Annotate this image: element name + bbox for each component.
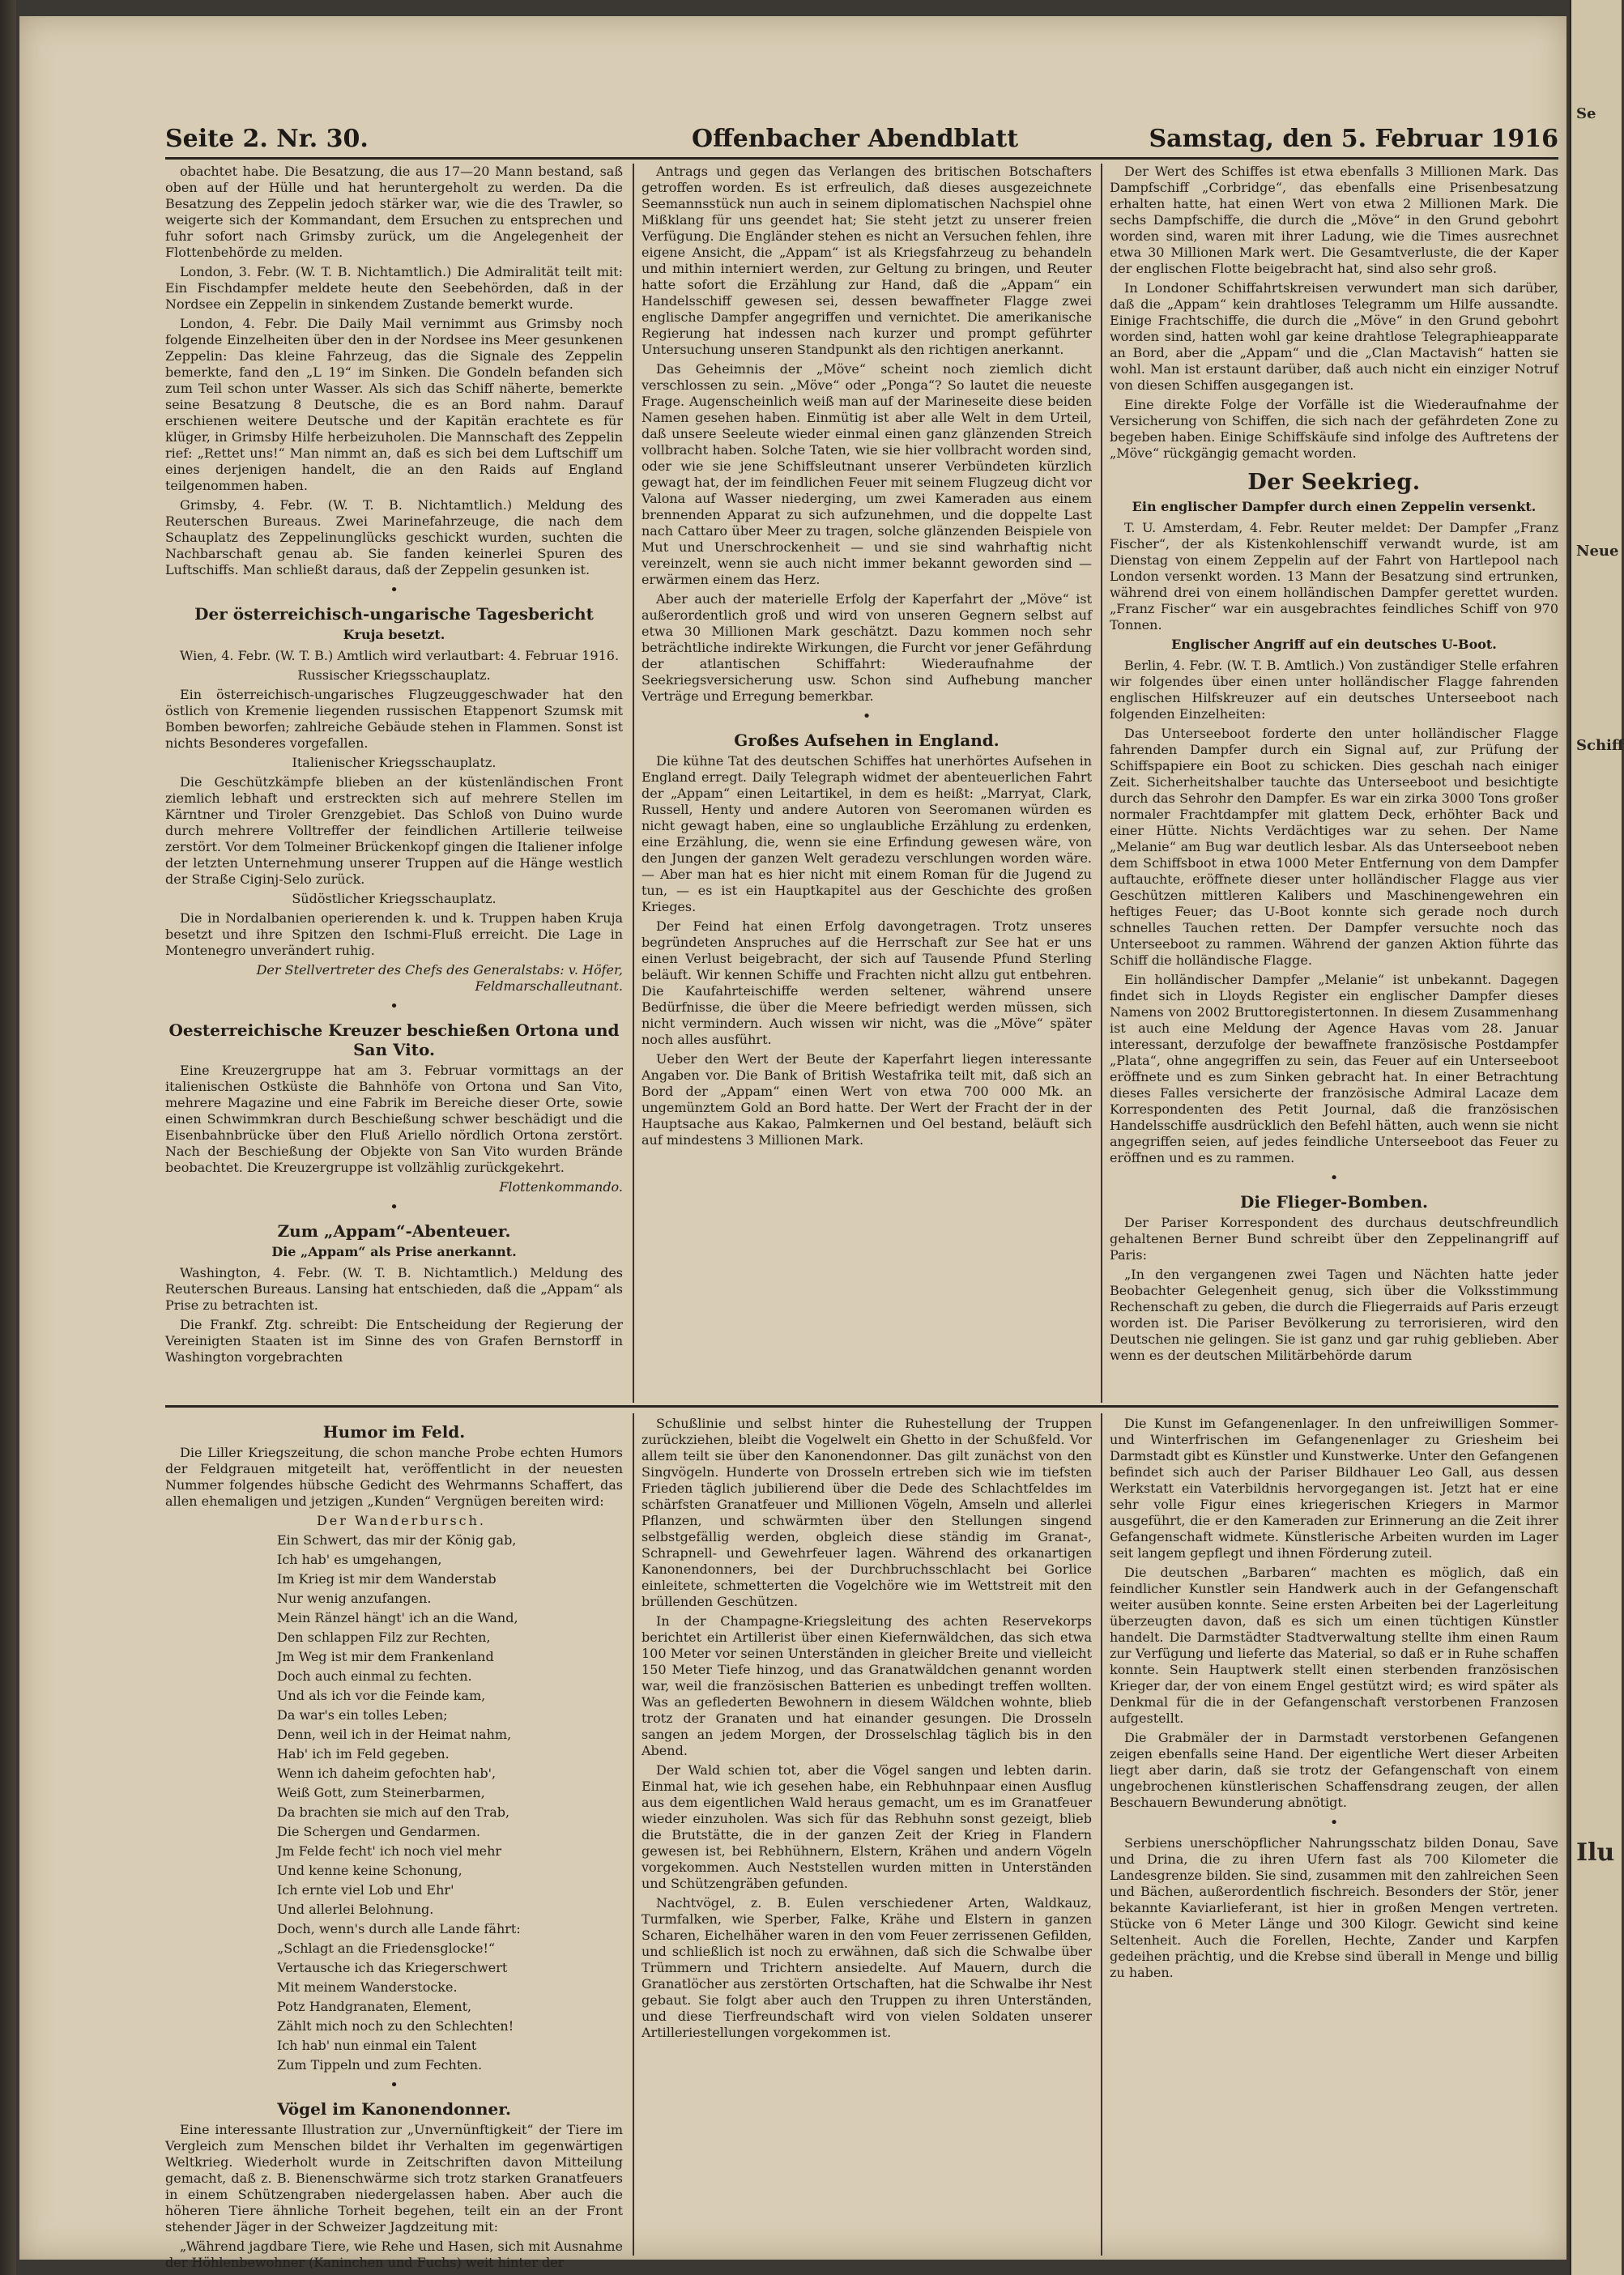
poem-line: Doch auch einmal zu fechten. — [277, 1668, 472, 1684]
article-text: Der Wald schien tot, aber die Vögel sangen und lebten darin. Einmal hat, wie ich gesehen habe, ein Rebhuhnpaar einen Ausflug aus dem eigentlichen Wald heraus gemacht, um es im Granatfeuer wieder einzuholen. Was sich für das Rebhuhn sonst gezeigt, blieb die Brutstätte, die in der ganzen Zeit der Krieg in Flandern gewesen ist, bei Rebhühnern, Elstern, Krähen und andern Vögeln vorgekommen. Auch Neststellen wurden mitten in Unterständen und Schützengräben gefunden. — [642, 1762, 1092, 1891]
headline-voegel: Vögel im Kanonendonner. — [277, 2099, 511, 2119]
poem-line: Denn, weil ich in der Heimat nahm, — [277, 1727, 512, 1742]
headline-humor: Humor im Feld. — [322, 1422, 466, 1442]
section-subhead: Russischer Kriegsschauplatz. — [297, 667, 491, 683]
poem-line: Mein Ränzel hängt' ich an die Wand, — [277, 1610, 518, 1625]
subheadline-kruja: Kruja besetzt. — [343, 627, 445, 642]
headline-appam: Zum „Appam“-Abenteuer. — [277, 1221, 511, 1241]
poem-line: Ein Schwert, das mir der König gab, — [277, 1532, 517, 1548]
column-divider — [1101, 164, 1102, 1403]
article-text: Antrags und gegen das Verlangen des britischen Botschafters getroffen worden. Es ist erfreulich, daß dieses ausgezeichnete Seemannsstück nun auch in seinem diplomatischen Nachspiel ohne Mißklang für uns geendet hat; Sie steht jetzt zu unserer freien Verfügung. Die Engländer stehen es nicht an Versuchen fehlen, ihre eigene Ansicht, die „Appam“ ist als Kriegsfahrzeug zu behandeln und mithin interniert werden, zur Geltung zu bringen, und Reuter hatte sofort die Erzählung zur Hand, daß die „Appam“ ein Handelsschiff gewesen sei, dessen bewaffneter Flagge zwei englische Dampfer angegriffen und vernichtet. Die amerikanische Regierung hat indessen nach kurzer und prompt geführter Untersuchung unseren Standpunkt als den richtigen anerkannt. — [642, 164, 1092, 357]
poem-line: Im Krieg ist mir dem Wanderstab — [277, 1571, 497, 1587]
poem-line: Mit meinem Wanderstocke. — [277, 1979, 458, 1995]
page-number: Seite 2. Nr. 30. — [165, 125, 369, 153]
article-text: In Londoner Schiffahrtskreisen verwundert man sich darüber, daß die „Appam“ kein drahtloses Telegramm um Hilfe aussandte. Einige Frachtschiffe, die durch die „Möve“ in den Grund gebohrt worden sind, hatten wohl gar keine drahtlose Telegraphieapparate an Bord, aber die „Appam“ und die „Clan Mactavish“ hatten sie wohl. Man ist erstaunt darüber, daß auch nicht ein einziger Notruf von diesen Schiffen ausgegangen ist. — [1110, 280, 1558, 393]
article-text: Das Unterseeboot forderte den unter holländischer Flagge fahrenden Dampfer durch ein Signal auf, zur Prüfung der Schiffspapiere ein Boot zu schicken. Dies geschah nach einiger Zeit. Sicherheitshalber tauchte das Unterseeboot und besichtigte durch das Sehrohr den Dampfer. Es war ein zirka 3000 Tons großer normaler Frachtdampfer mit glattem Deck, erhöhter Back und einer Hütte. Nichts Verdächtiges war zu sehen. Der Name „Melanie“ am Bug war deutlich lesbar. Als das Unterseeboot neben dem Schiffsboot in etwa 1000 Meter Entfernung von dem Dampfer auftauchte, eröffnete dieser unter holländischer Flagge aus vier Geschützen mittleren Kalibers und Maschinengewehren ein heftiges Feuer; das U-Boot konnte sich gerade noch durch schnelles Tauchen retten. Der Dampfer versuchte noch das Unterseeboot zu rammen. Während der ganzen Aktion führte das Schiff die holländische Flagge. — [1110, 726, 1558, 968]
newspaper-title: Offenbacher Abendblatt — [692, 125, 1019, 153]
article-text: Die Geschützkämpfe blieben an der küstenländischen Front ziemlich lebhaft und erstreckten sich auf mehrere Stellen im Kärntner und Tiroler Grenzgebiet. Das Schloß von Duino wurde durch mehrere Volltreffer der feindlichen Artillerie teilweise zerstört. Vor dem Tolmeiner Brückenkopf gingen die Italiener infolge der letzten Unternehmung unserer Truppen auf die Hänge westlich der Straße Ciginj-Selo zurück. — [165, 774, 623, 887]
poem-line: Nur wenig anzufangen. — [277, 1591, 432, 1606]
column-5 — [642, 1416, 1092, 2254]
section-subhead: Italienischer Kriegsschauplatz. — [292, 755, 497, 770]
poem-line: „Schlagt an die Friedensglocke!“ — [277, 1941, 496, 1956]
poem-line: Da war's ein tolles Leben; — [277, 1707, 448, 1723]
article-text: Der Pariser Korrespondent des durchaus deutschfreundlich gehaltenen Berner Bund schreibt über den Zeppelinangriff auf Paris: — [1110, 1215, 1558, 1263]
article-text: Aber auch der materielle Erfolg der Kaperfahrt der „Möve“ ist außerordentlich groß und wird von unseren Gegnern selbst auf etwa 30 Millionen Mark geschätzt. Dazu kommen noch sehr beträchtliche indirekte Wirkungen, die Furcht vor jener Gefährdung der atlantischen Schiffahrt: Wiederaufnahme der Seekriegsversicherung usw. Schon sind Aufhebung mancher Verträge und Erregung bemerkbar. — [642, 591, 1092, 704]
headline-seekrieg: Der Seekrieg. — [1247, 470, 1421, 495]
adjacent-page-edge — [1570, 0, 1622, 2275]
article-text: London, 4. Febr. Die Daily Mail vernimmt aus Grimsby noch folgende Einzelheiten über den in der Nordsee ins Meer gesunkenen Zeppelin: Das kleine Fahrzeug, das die Signale des Zeppelin bemerkte, fand den „L 19“ im Sinken. Die Gondeln befanden sich zum Teil schon unter Wasser. Als sich das Schiff näherte, bemerkte seine Besatzung 8 Deutsche, die es an Bord nahm. Darauf erschienen weitere Deutsche und der Kapitän erachtete es für klüger, in Grimsby Hilfe herbeizuholen. Die Mannschaft des Zeppelin rief: „Rettet uns!“ Man nimmt an, daß es sich bei dem Luftschiff um eines derjenigen handelt, die an den Raids auf England teilgenommen haben. — [165, 316, 623, 493]
poem-line: Hab' ich im Feld gegeben. — [277, 1746, 450, 1762]
adjacent-page-fragment: Se — [1576, 105, 1596, 122]
article-text: Die Frankf. Ztg. schreibt: Die Entscheidung der Regierung der Vereinigten Staaten ist im Sinne des von Grafen Bernstorff in Washington vorgebrachten — [165, 1317, 623, 1365]
article-text: Grimsby, 4. Febr. (W. T. B. Nichtamtlich.) Meldung des Reuterschen Bureaus. Zwei Marinefahrzeuge, die nach dem Schauplatz des Zeppelinunglücks geschickt wurden, suchten die Nachbarschaft genau ab. Sie fanden keinerlei Spuren des Luftschiffs. Man schließt daraus, daß der Zeppelin gesunken ist. — [165, 497, 623, 577]
poem-line: Ich hab' nun einmal ein Talent — [277, 2038, 477, 2053]
poem — [165, 1532, 623, 2073]
separator-dot: • — [862, 708, 872, 725]
adjacent-page-fragment: Neue — [1576, 543, 1619, 560]
article-text: Ein österreichisch-ungarisches Flugzeuggeschwader hat den östlich von Kremenie liegenden russischen Etappenort Szumsk mit Bomben beworfen; zahlreiche Gebäude stehen in Flammen. Sonst ist nichts Besonderes vorgefallen. — [165, 687, 623, 751]
adjacent-page-fragment: Schiff — [1576, 737, 1624, 754]
signature: Der Stellvertreter des Chefs des Generalstabs: v. Höfer, Feldmarschalleutnant. — [256, 962, 623, 994]
article-text: Das Geheimnis der „Möve“ scheint noch ziemlich dicht verschlossen zu sein. „Möve“ oder „Ponga“? So lautet die neueste Frage. Augenscheinlich weiß man auf der Marineseite diese beiden Namen gesehen haben. Einmütig ist aber alle Welt in dem Urteil, daß unsere Seeleute wieder einmal einen ganz glänzenden Streich vollbracht haben. Solche Taten, wie sie hier vollbracht worden sind, oder wie sie jene Schiffsleutnant unserer Verbündeten kürzlich gewagt hat, der im feindlichen Feuer mit seinem Flugzeug dicht vor Valona auf Wasser niederging, um zwei Kameraden aus einem brennenden Apparat zu sich aufzunehmen, und die doppelte Last nach Cattaro über Meer zu tragen, solche glänzenden Beispiele von Mut und Unerschrockenheit — und sie sind wahrhaftig nicht vereinzelt, wenn sie auch nicht immer bekannt geworden sind — erwärmen einem das Herz. — [642, 361, 1092, 587]
article-text: Ueber den Wert der Beute der Kaperfahrt liegen interessante Angaben vor. Die Bank of British Westafrika teilt mit, daß sich an Bord der „Appam“ einen Wert von etwa 700 000 Mk. an ungemünztem Gold an Bord hatte. Der Wert der Fracht der in der Hauptsache aus Kakao, Palmkernen und Oel bestand, beläuft sich auf mindestens 3 Millionen Mark. — [642, 1051, 1092, 1148]
section-subhead: Südöstlicher Kriegsschauplatz. — [292, 891, 497, 906]
poem-line: Jm Felde fecht' ich noch viel mehr — [277, 1843, 502, 1859]
separator-dot: • — [1329, 1814, 1339, 1831]
headline-aufsehen: Großes Aufsehen in England. — [734, 731, 1000, 750]
column-2 — [642, 164, 1092, 1399]
column-divider — [633, 164, 634, 1403]
article-text: Eine Kreuzergruppe hat am 3. Februar vormittags an der italienischen Ostküste die Bahnhöfe von Ortona und San Vito, mehrere Magazine und eine Fabrik im Bereiche dieser Orte, sowie einen Schwimmkran durch Beschießung schwer beschädigt und die Eisenbahnbrücke über den Fluß Ariello nördlich Ortona zerstört. Nach der Beschießung der Objekte von San Vito wurden Brände beobachtet. Die Kreuzergruppe ist vollzählig zurückgekehrt. — [165, 1063, 623, 1175]
page-header — [165, 121, 1558, 160]
poem-line: Den schlappen Filz zur Rechten, — [277, 1630, 491, 1645]
issue-date: Samstag, den 5. Februar 1916 — [1149, 125, 1558, 153]
poem-line: Und allerlei Belohnung. — [277, 1902, 434, 1917]
article-text: London, 3. Febr. (W. T. B. Nichtamtlich.) Die Admiralität teilt mit: Ein Fischdampfer meldete heute den Seebehörden, daß in der Nordsee ein Zeppelin in sinkendem Zustande bemerkt wurde. — [165, 264, 623, 312]
column-3 — [1110, 164, 1558, 1399]
headline-bomben: Die Flieger-Bomben. — [1240, 1192, 1428, 1212]
article-text: Die Kunst im Gefangenenlager. In den unfreiwilligen Sommer- und Winterfrischen im Gefangenenlager zu Griesheim bei Darmstadt gibt es Künstler und Kunstwerke. Unter den Gefangenen befindet sich auch der Pariser Bildhauer Leo Gall, aus dessen Werkstatt ein Vaterbildnis hervorgegangen ist. Jetzt hat er eine sehr volle Figur eines kriegerischen Kriegers in Marmor ausgeführt, die er den Kameraden zur Erinnerung an die Zeit ihrer Gefangenschaft widmete. Künstlerische Arbeiten wurden im Lager seit langem gepflegt und ihnen Förderung zuteil. — [1110, 1416, 1558, 1561]
column-6 — [1110, 1416, 1558, 2254]
headline-austria: Der österreichisch-ungarische Tagesbericht — [194, 604, 594, 624]
poem-line: Potz Handgranaten, Element, — [277, 1999, 472, 2014]
article-text: „Während jagdbare Tiere, wie Rehe und Hasen, sich mit Ausnahme der Höhlenbewohner (Kaninchen und Fuchs) weit hinter der — [165, 2239, 623, 2270]
poem-line: Ich ernte viel Lob und Ehr' — [277, 1882, 454, 1898]
poem-line: Weiß Gott, zum Steinerbarmen, — [277, 1785, 485, 1800]
article-text: obachtet habe. Die Besatzung, die aus 17—20 Mann bestand, saß oben auf der Hülle und hat heruntergeholt zu werden. Da die Besatzung des Zeppelin jedoch stärker war, wie die des Trawler, so weigerte sich der Kommandant, dem Ersuchen zu entsprechen und fuhr sofort nach Grimsby zurück, um die Angelegenheit der Flottenbehörde zu melden. — [165, 164, 623, 260]
article-text: Nachtvögel, z. B. Eulen verschiedener Arten, Waldkauz, Turmfalken, wie Sperber, Falke, Krähe und Elstern in ganzen Scharen, Eichelhäher waren in den vom Feuer zerrissenen Gefilden, und schließlich ist noch zu erwähnen, daß sich die Schwalbe über Trümmern und Trichtern ansiedelte. Auf Mauern, durch die Granatlöcher aus zerstörten Ortschaften, hat die Schwalbe ihr Nest gebaut. Sie folgt aber auch den Truppen zu ihren Unterständen, und diese Tierfreundschaft wird von vielen Soldaten unserer Artilleriestellungen vorgekommen ist. — [642, 1895, 1092, 2040]
article-text: Eine direkte Folge der Vorfälle ist die Wiederaufnahme der Versicherung von Schiffen, die sich nach der gefährdeten Zone zu begeben haben. Einige Schiffskäufe sind infolge des Auftretens der „Möve“ rückgängig gemacht worden. — [1110, 397, 1558, 461]
separator-dot: • — [1329, 1169, 1339, 1186]
subheadline-dampfer: Ein englischer Dampfer durch einen Zeppelin versenkt. — [1132, 499, 1537, 514]
article-text: Die kühne Tat des deutschen Schiffes hat unerhörtes Aufsehen in England erregt. Daily Telegraph widmet der abenteuerlichen Fahrt der „Appam“ einen Leitartikel, in dem es heißt: „Marryat, Clark, Russell, Henty und andere Autoren von Seeromanen würden es nicht gewagt haben, eine so unglaubliche Erzählung zu erdenken, eine Erzählung, die, wenn sie eine Erfindung gewesen wäre, von den Jungen der ganzen Welt geradezu verschlungen worden wäre. — Aber man hat es hier nicht mit einem Roman für die Jugend zu tun, — es ist ein Hauptkapitel aus der Geschichte des großen Krieges. — [642, 753, 1092, 914]
adjacent-page-fragment: Ilu — [1576, 1838, 1615, 1867]
article-text: Die Grabmäler der in Darmstadt verstorbenen Gefangenen zeigen ebenfalls seine Hand. Der eigentliche Wert dieser Arbeiten liegt aber darin, daß sie trotz der Gefangenschaft von einem ungebrochenen künstlerischen Schaffensdrang zeugen, der allen Beschauern Bewunderung abnötigt. — [1110, 1730, 1558, 1810]
poem-line: Ich hab' es umgehangen, — [277, 1552, 442, 1567]
poem-line: Doch, wenn's durch alle Lande fährt: — [277, 1921, 521, 1936]
article-text: Berlin, 4. Febr. (W. T. B. Amtlich.) Von zuständiger Stelle erfahren wir folgendes über einen unter holländischer Flagge fahrenden englischen Hilfskreuzer auf ein deutsches Unterseeboot nach folgenden Einzelheiten: — [1110, 658, 1558, 722]
separator-dot: • — [390, 1199, 399, 1216]
subheadline-ubook: Englischer Angriff auf ein deutsches U-Boot. — [1171, 637, 1497, 652]
poem-line: Und kenne keine Schonung, — [277, 1863, 462, 1878]
poem-title: Der Wanderbursch. — [316, 1513, 487, 1528]
separator-dot: • — [390, 2077, 399, 2094]
column-divider — [1101, 1413, 1102, 2256]
subheadline-appam: Die „Appam“ als Prise anerkannt. — [271, 1244, 517, 1259]
newspaper-page — [19, 16, 1566, 2270]
separator-dot: • — [390, 582, 399, 599]
poem-line: Da brachten sie mich auf den Trab, — [277, 1804, 510, 1820]
article-text: Washington, 4. Febr. (W. T. B. Nichtamtlich.) Meldung des Reuterschen Bureaus. Lansing hat entschieden, daß die „Appam“ als Prise zu betrachten ist. — [165, 1265, 623, 1313]
book-binding — [0, 0, 16, 2275]
article-text: Die deutschen „Barbaren“ machten es möglich, daß ein feindlicher Kunstler sein Handwerk auch in der Gefangenschaft weiter ausüben konnte. Seine ersten Arbeiten bei der Lagerleitung überzeugten davon, daß es sich um einen tüchtigen Künstler handelt. Die Darmstädter Stadtverwaltung stellte ihm einen Raum zur Verfügung und lieferte das Material, so daß er in Ruhe schaffen konnte. Sein Hauptwerk stellt einen sterbenden französischen Krieger dar, der von einem Engel gestützt wird; es wird später als Denkmal für die in der Gefangenschaft verstorbenen Franzosen aufgestellt. — [1110, 1565, 1558, 1726]
signature: Flottenkommando. — [499, 1179, 623, 1195]
column-1 — [165, 164, 623, 1399]
poem-line: Zählt mich noch zu den Schlechten! — [277, 2018, 514, 2034]
article-text: Der Wert des Schiffes ist etwa ebenfalls 3 Millionen Mark. Das Dampfschiff „Corbridge“, das ebenfalls eine Prisenbesatzung erhalten hatte, hat einen Wert von etwa 2 Millionen Mark. Die sechs Dampfschiffe, die durch die „Möve“ in den Grund gebohrt worden sind, waren mit ihrer Ladung, wie die Times ausrechnet etwa 30 Millionen Mark wert. Die Gesamtverluste, die der Kaper der englischen Flotte beigebracht hat, sind also sehr groß. — [1110, 164, 1558, 276]
column-divider — [633, 1413, 634, 2256]
article-text: Die in Nordalbanien operierenden k. und k. Truppen haben Kruja besetzt und ihre Spitzen den Ischmi-Fluß erreicht. Die Lage in Montenegro unverändert ruhig. — [165, 910, 623, 958]
column-4 — [165, 1416, 623, 2270]
section-divider — [165, 1405, 1558, 1408]
poem-line: Die Schergen und Gendarmen. — [277, 1824, 480, 1839]
separator-dot: • — [390, 998, 399, 1015]
article-text: Eine interessante Illustration zur „Unvernünftigkeit“ der Tiere im Vergleich zum Menschen bildet ihr Verhalten im gegenwärtigen Weltkrieg. Wiederholt wurde in Zeitschriften davon Mitteilung gemacht, daß z. B. Bienenschwärme sich trotz starken Granatfeuers in einem Schützengraben niedergelassen haben. Aber auch die höheren Tiere ähnliche Torheit begehen, teilt ein an der Front stehender Jäger in der Schweizer Jagdzeitung mit: — [165, 2122, 623, 2235]
poem-line: Und als ich vor die Feinde kam, — [277, 1688, 486, 1703]
poem-line: Jm Weg ist mir dem Frankenland — [277, 1649, 494, 1664]
article-text: Die Liller Kriegszeitung, die schon manche Probe echten Humors der Feldgrauen mitgeteilt hat, veröffentlicht in der neuesten Nummer folgendes hübsche Gedicht des Wehrmanns Schaffert, das allen ehemaligen und jetzigen „Kunden“ Vergnügen bereiten wird: — [165, 1445, 623, 1509]
poem-line: Vertausche ich das Kriegerschwert — [277, 1960, 508, 1975]
article-text: Serbiens unerschöpflicher Nahrungsschatz bilden Donau, Save und Drina, die zu ihren Ufern fast als 700 Kilometer die Landesgrenze bilden. Sie sind, zusammen mit den zahlreichen Seen und Bächen, außerordentlich fischreich. Besonders der Stör, jener bekannte Kaviarlieferant, ist hier in großen Mengen vertreten. Stücke von 6 Meter Länge und 300 Kilogr. Gewicht sind keine Seltenheit. Auch die Forellen, Hechte, Zander und Karpfen gedeihen prächtig, und die Krebse sind überall in Menge und billig zu haben. — [1110, 1835, 1558, 1980]
article-text: „In den vergangenen zwei Tagen und Nächten hatte jeder Beobachter Gelegenheit genug, sich über die Volksstimmung Rechenschaft zu geben, die durch die Fliegerraids auf Paris erzeugt worden ist. Die Pariser Bevölkerung zu terrorisieren, wird den Deutschen nie gelingen. Sie ist ganz und gar ruhig geblieben. Aber wenn es der deutschen Militärbehörde darum — [1110, 1267, 1558, 1363]
article-text: T. U. Amsterdam, 4. Febr. Reuter meldet: Der Dampfer „Franz Fischer“, der als Kistenkohlenschiff verwandt wurde, ist am Dienstag von einem Zeppelin auf der Fahrt von Hartlepool nach London versenkt worden. 13 Mann der Besatzung sind ertrunken, während drei von einem holländischen Dampfer gerettet wurden. „Franz Fischer“ war ein ausgebrachtes feindliches Schiff von 970 Tonnen. — [1110, 520, 1558, 633]
article-text: Der Feind hat einen Erfolg davongetragen. Trotz unseres begründeten Anspruches auf die Herrschaft zur See hat er uns einen Verlust beigebracht, der sich auf Tausende Pfund Sterling beläuft. Wir kennen Schiffe und Frachten nicht allzu gut entbehren. Die Kaufahrteischiffe werden seltener, während unsere Bedürfnisse, die über die Meere befriedigt werden müssen, sich nicht vermindern. Auch wissen wir nicht, was die „Möve“ später noch alles ausführt. — [642, 918, 1092, 1047]
article-text: Ein holländischer Dampfer „Melanie“ ist unbekannt. Dagegen findet sich in Lloyds Register ein englischer Dampfer dieses Namens von 2002 Bruttoregistertonnen. In diesem Zusammenhang ist auch eine Meldung der Agence Havas vom 28. Januar interessant, derzufolge der bewaffnete französische Postdampfer „Plata“, ohne angegriffen zu sein, das Feuer auf ein Unterseeboot eröffnete und es zum Sinken gebracht hat. In einer Betrachtung dieses Falles versicherte der französische Admiral Lacaze dem Korrespondenten des Petit Journal, daß die französischen Handelsschiffe ausdrücklich den Befehl hätten, auch wenn sie nicht angegriffen seien, auf jedes feindliche Unterseeboot das Feuer zu eröffnen und es zu rammen. — [1110, 972, 1558, 1165]
headline-kreuzer: Oesterreichische Kreuzer beschießen Ortona und San Vito. — [168, 1020, 620, 1059]
poem-line: Zum Tippeln und zum Fechten. — [277, 2057, 483, 2073]
article-text: Schußlinie und selbst hinter die Ruhestellung der Truppen zurückziehen, bleibt die Vogelwelt ein Ghetto in der Schußfeld. Vor allem teilt sie über den Kanonendonner. Das gilt zunächst von den Singvögeln. Hunderte von Drosseln ertreben sich wie im tiefsten Frieden täglich jubilierend über die Dede des Schlachtfeldes im schärfsten Granatfeuer und Millionen Vögeln, Amseln und allerlei Pflanzen, und schwärmten über den Stellungen singend selbstgefällig werden, obgleich diese ständig im Granat-, Schrapnell- und Gewehrfeuer lagen. Während des orkanartigen Kanonendonners, bei der Durchbruchsschlacht bei Gorlice einleitete, schmetterten die Vogelchöre wie im Wettstreit mit den brüllenden Geschützen. — [642, 1416, 1092, 1609]
article-text: Wien, 4. Febr. (W. T. B.) Amtlich wird verlautbart: 4. Februar 1916. — [180, 648, 620, 663]
article-text: In der Champagne-Kriegsleitung des achten Reservekorps berichtet ein Artillerist über einen Kiefernwäldchen, das sich etwa 100 Meter vor seinen Unterständen in gleicher Breite und vielleicht 150 Meter Tiefe hinzog, und das Granatwäldchen genannt worden war, weil die französischen Batterien es unbedingt treffen wollten. Was an geflederten Bewohnern in diesem Wäldchen wohnte, blieb trotz der Granaten und hat einander gesungen. Die Drosseln sangen an jedem Morgen, der Drosselschlag täglich bis in den Abend. — [642, 1613, 1092, 1758]
poem-line: Wenn ich daheim gefochten hab', — [277, 1766, 497, 1781]
